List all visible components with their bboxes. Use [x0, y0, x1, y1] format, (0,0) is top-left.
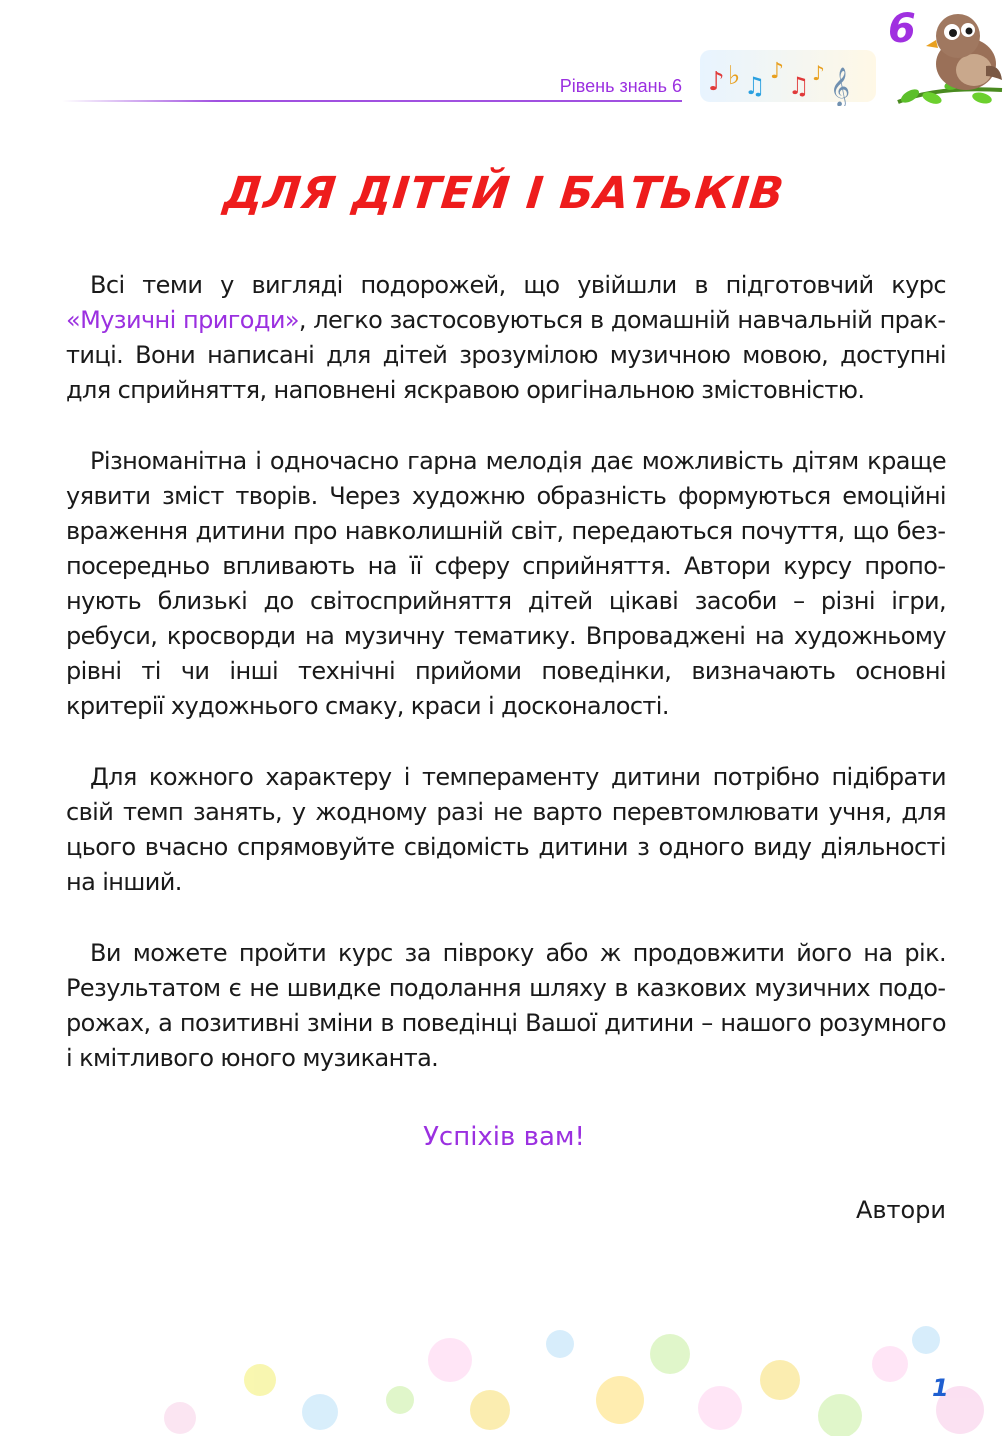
- level-label: Рівень знань 6: [559, 76, 682, 96]
- paragraph-3: Для кожного характеру і темпераменту дитини потрібно підібрати свій темп занять, у жодному разі не варто перевтомлювати учня, для цього вчасно спрямовуйте свідомість дитини з одного виду діяльності на інший.: [66, 763, 946, 896]
- bird-icon: [896, 6, 1004, 110]
- course-name: «Музичні пригоди»: [66, 306, 299, 334]
- svg-text:♫: ♫: [744, 72, 766, 100]
- header-divider: [62, 100, 682, 102]
- paragraph-1-text-start: Всі теми у вигляді подорожей, що увійшли в підготовчий курс: [90, 271, 946, 299]
- svg-text:𝄞: 𝄞: [830, 67, 851, 106]
- main-text: [66, 268, 946, 1112]
- svg-text:♪: ♪: [708, 67, 725, 97]
- level-number: 6: [888, 6, 916, 52]
- paragraph-1: [66, 268, 946, 408]
- svg-text:♪: ♪: [770, 59, 785, 84]
- closing-wish: Успіхів вам!: [423, 1122, 585, 1152]
- flowers-decoration-icon: [0, 1300, 1008, 1436]
- page-number: 1: [932, 1374, 949, 1402]
- svg-text:♫: ♫: [788, 72, 810, 100]
- svg-text:♭: ♭: [728, 61, 741, 91]
- paragraph-2: Різноманітна і одночасно гарна мелодія дає можливість дітям краще уявити зміст творів. Через художню образність формуються емоційні враження дитини про навколишній світ, передаються почуття, що безпосередньо впливають на її сферу сприйняття. Автори курсу пропонують близькі до світосприйняття дітей цікаві засоби – різні ігри, ребуси, кросворди на музичну тематику. Впроваджені на художньому рівні ті чи інші технічні прийоми поведінки, визначають основні критерії художнього смаку, краси і досконалості.: [66, 447, 946, 720]
- svg-text:♪: ♪: [812, 61, 825, 85]
- signature: Автори: [855, 1196, 946, 1224]
- paragraph-1-text-end: , легко застосовуються в домашній навчальній практиці. Вони написані для дітей зрозумілою музичною мовою, доступні для сприйняття, наповнені яскравою оригінальною змістовністю.: [66, 306, 946, 404]
- page-title: ДЛЯ ДІТЕЙ І БАТЬКІВ: [221, 168, 787, 219]
- paragraph-4: Ви можете пройти курс за півроку або ж продовжити його на рік. Результатом є не швидке подолання шляху в казкових музичних подорожах, а позитивні зміни в поведінці Вашої дитини – нашого розумного і кмітливого юного музиканта.: [66, 939, 946, 1072]
- music-notes-icon: [700, 44, 880, 106]
